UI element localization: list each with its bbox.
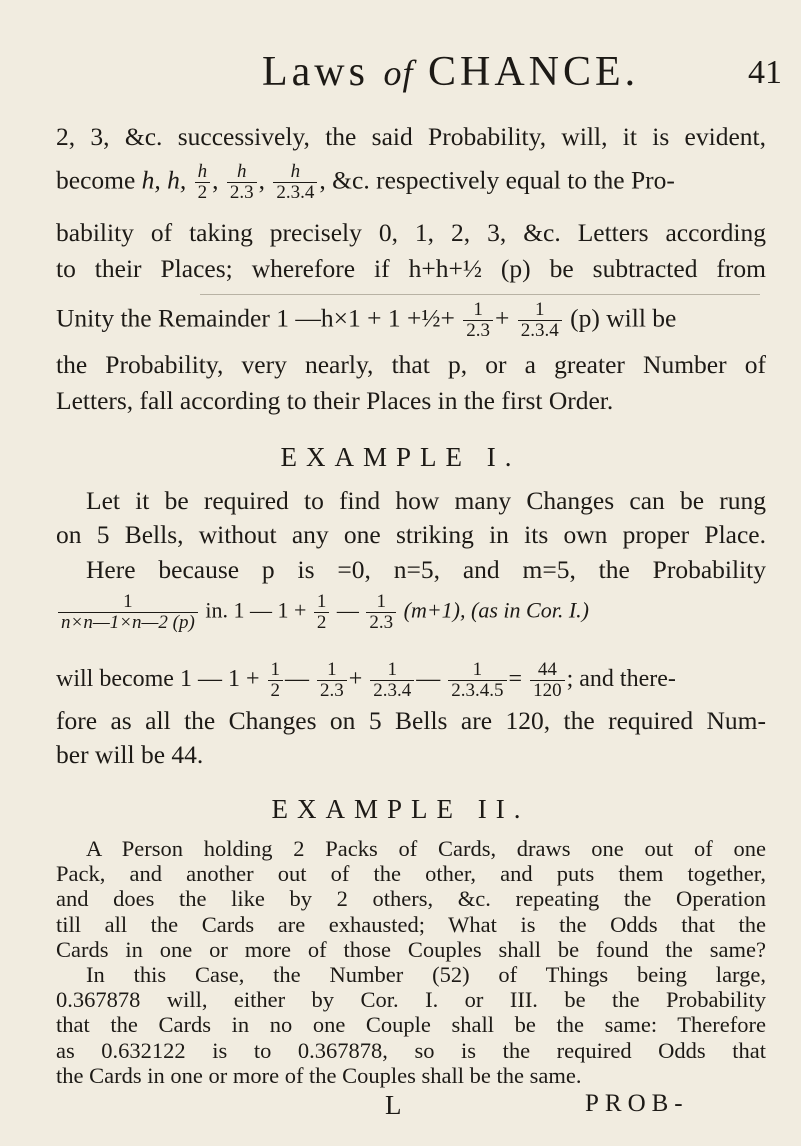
denominator: 120 [530,680,565,701]
text-line: Let it be required to find how many Changes can be rung [86,486,766,515]
text-line: Pack, and another out of the other, and puts them together, [56,861,766,887]
fraction [530,660,565,701]
fraction [366,592,396,633]
example-heading: EXAMPLE II. [271,794,530,824]
numerator: 1 [387,659,398,680]
text-run: ; and there- [566,666,676,693]
text-line: that the Cards in no one Couple shall be the same: Therefore [56,1012,766,1038]
signature-mark: L [385,1090,402,1120]
numerator: 44 [537,659,557,680]
numerator: 1 [473,299,483,320]
text-run: h, h, [141,165,187,195]
numerator: 1 [327,659,337,680]
title-chance: CHANCE. [428,49,640,95]
numerator: 1 [123,591,133,612]
text-line: fore as all the Changes on 5 Bells are 120, the required Num- [56,706,766,735]
denominator: 2 [195,182,211,203]
denominator: n×n—1×n—2 (p) [58,612,198,633]
denominator: 2.3.4 [370,680,414,701]
denominator: 2.3.4.5 [448,680,506,701]
fraction [58,592,198,633]
text-run: in. 1 — 1 + [205,597,307,623]
denominator: 2 [314,612,330,633]
text-line: A Person holding 2 Packs of Cards, draws one out of one [86,836,766,861]
numerator: 1 [472,659,483,680]
fraction [268,660,284,701]
text-line: to their Places; wherefore if h+h+½ (p) be subtracted from [56,254,766,283]
rule-line [200,294,760,295]
denominator: 2.3 [227,182,257,203]
denominator: 2.3 [366,612,396,633]
fraction [227,162,257,203]
formula-line: will become 1 — 1 + $\frac{1}{2}$ — $\frac{1}{2.3}$ + $\frac{1}{2.3.4}$ — $\frac{1}{2.3.4.5}$ = $\frac{44}{120}$ ; and there- [56,659,676,701]
numerator: 1 [316,591,327,612]
text-line: as 0.632122 is to 0.367878, so is the required Odds that [56,1037,766,1063]
running-head [0,40,801,100]
title-of: of [383,53,414,93]
text-line: Here because p is =0, n=5, and m=5, the Probability [86,555,766,584]
text-line: ber will be 44. [56,740,204,769]
text-run: become [56,165,136,195]
text-line: and does the like by 2 others, &c. repeating the Operation [56,886,766,912]
title-laws: Laws [262,49,369,95]
example-heading: EXAMPLE I. [280,442,521,472]
denominator: 2 [268,680,284,701]
text-line: Letters, fall according to their Places in the first Order. [56,386,614,415]
fraction [314,592,330,633]
numerator: 1 [376,591,386,612]
text-line: till all the Cards are exhausted; What is the Odds that the [56,911,766,937]
numerator: 1 [270,659,280,680]
text-line: on 5 Bells, without any one striking in its own proper Place. [56,520,766,549]
fraction [317,660,347,701]
text-line: In this Case, the Number (52) of Things being large, [86,962,766,987]
fraction [370,660,414,701]
text-line-fractions: Unity the Remainder 1 —h×1 + 1 +½+ $\frac{1}{2.3}$ + $\frac{1}{2.3.4}$ (p) will be [56,299,677,341]
text-run: Unity the Remainder 1 —h×1 + 1 +½+ [56,303,455,333]
denominator: 2.3 [463,320,493,341]
denominator: 2.3 [317,680,347,701]
denominator: 2.3.4 [273,182,317,203]
fraction [195,162,211,203]
text-line: bability of taking precisely 0, 1, 2, 3, &c. Letters according [56,218,766,247]
text-line: Cards in one or more of those Couples shall be found the same? [56,936,766,962]
formula-line [56,592,766,633]
numerator: 1 [535,299,545,320]
text-line: the Probability, very nearly, that p, or a greater Number of [56,350,766,379]
text-run: — [336,597,359,623]
text-line: the Cards in one or more of the Couples shall be the same. [56,1062,582,1088]
text-run: will become 1 — 1 + [56,666,260,693]
fraction [518,300,562,341]
fraction [463,300,493,341]
numerator: h [197,161,208,182]
text-run: (m+1), [403,597,466,623]
fraction [448,660,506,701]
text-run: , &c. respectively equal to the Pro- [319,165,675,195]
text-line: 0.367878 will, either by Cor. I. or III. be the Probability [56,987,766,1013]
page-number: 41 [748,54,782,91]
running-title [262,48,639,96]
fraction [273,162,317,203]
text-run: (p) will be [570,303,677,333]
text-run: (as in Cor. I.) [471,597,589,623]
numerator: h [290,161,301,182]
denominator: 2.3.4 [518,320,562,341]
text-line: 2, 3, &c. successively, the said Probability, will, it is evident, [56,122,766,151]
numerator: h [237,161,247,182]
catchword: PROB- [585,1090,689,1117]
text-line-fractions: become h, h, $\frac{h}{2}$ , $\frac{h}{2.3}$ , $\frac{h}{2.3.4}$ , &c. respectively equal to the Pro- [56,161,675,203]
